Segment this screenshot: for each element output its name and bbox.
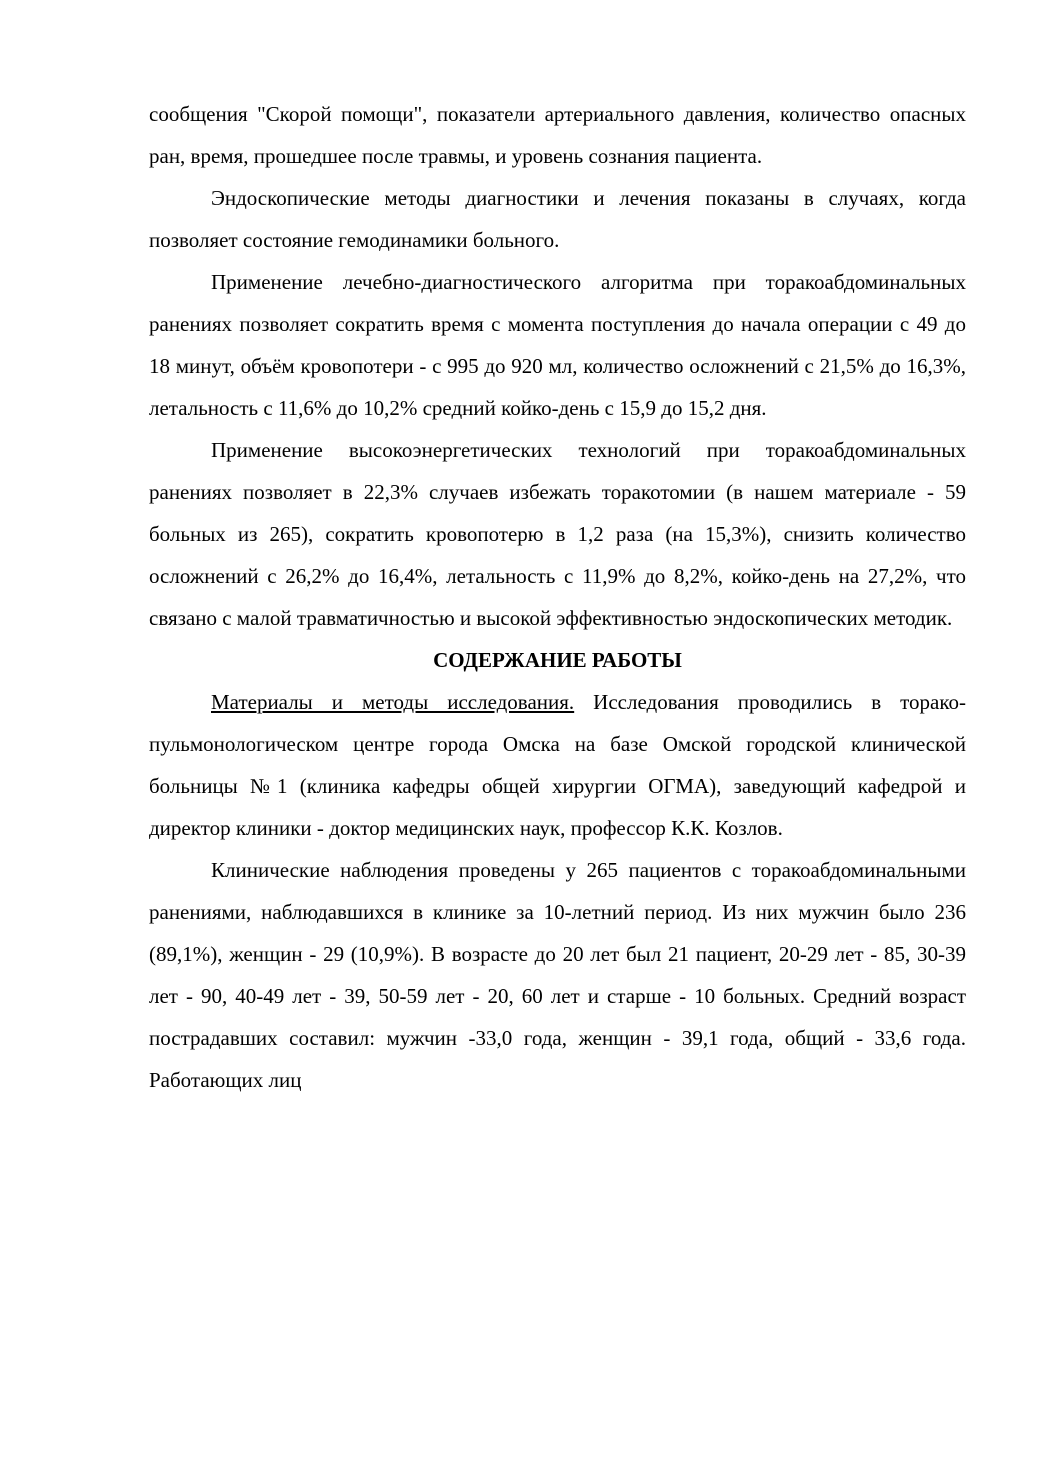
document-page bbox=[149, 93, 966, 1101]
section-heading: СОДЕРЖАНИЕ РАБОТЫ bbox=[433, 648, 682, 672]
paragraph-transport-factors: сообщения "Скорой помощи", показатели артериального давления, количество опасных ран, время, прошедшее после травмы, и уровень сознания пациента. bbox=[149, 102, 966, 168]
paragraph-endoscopic-indications: Эндоскопические методы диагностики и лечения показаны в случаях, когда позволяет состояние гемодинамики больного. bbox=[149, 186, 966, 252]
paragraph-high-energy-technologies: Применение высокоэнергетических технологий при торакоабдоминальных ранениях позволяет в 22,3% случаев избежать торакотомии (в нашем материале - 59 больных из 265), сократить кровопотерю в 1,2 раза (на 15,3%), снизить количество осложнений с 26,2% до 16,4%, летальность с 11,9% до 8,2%, койко-день на 27,2%, что связано с малой травматичностью и высокой эффективностью эндоскопических методик. bbox=[149, 438, 966, 630]
paragraph-materials-methods bbox=[149, 681, 966, 849]
materials-methods-text: Исследования проводились в торако-пульмонологическом центре города Омска на базе Омской городской клинической больницы №1 (клиника кафедры общей хирургии ОГМА), заведующий кафедрой и директор клиники - доктор медицинских наук, профессор К.К. Козлов. bbox=[149, 690, 967, 840]
materials-methods-label: Материалы и методы исследования. bbox=[211, 690, 575, 714]
paragraph-clinical-observations: Клинические наблюдения проведены у 265 пациентов с торакоабдоминальными ранениями, наблюдавшихся в клинике за 10-летний период. Из них мужчин было 236 (89,1%), женщин - 29 (10,9%). В возрасте до 20 лет был 21 пациент, 20-29 лет - 85, 30-39 лет - 90, 40-49 лет - 39, 50-59 лет - 20, 60 лет и старше - 10 больных. Средний возраст пострадавших составил: мужчин -33,0 года, женщин - 39,1 года, общий - 33,6 года. Работающих лиц bbox=[149, 858, 966, 1092]
paragraph-algorithm-results: Применение лечебно-диагностического алгоритма при торакоабдоминальных ранениях позволяет сократить время с момента поступления до начала операции с 49 до 18 минут, объём кровопотери - с 995 до 920 мл, количество осложнений с 21,5% до 16,3%, летальность с 11,6% до 10,2% средний койко-день с 15,9 до 15,2 дня. bbox=[149, 270, 966, 420]
